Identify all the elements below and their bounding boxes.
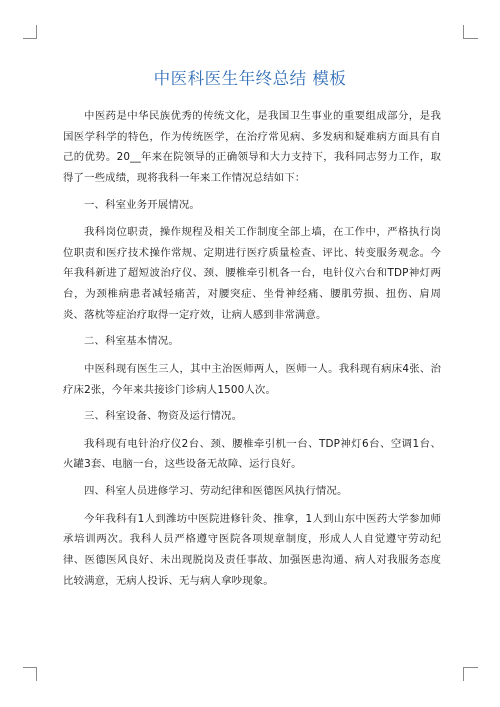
section-paragraph-1: 我科岗位职责，操作规程及相关工作制度全部上墙，在工作中，严格执行岗位职责和医疗技术操作常规、定期进行医疗质量检查、评比、转变服务观念。今年我科新进了超短波治疗仪、颈、腰椎牵引机各一台，电针仪六台和TDP神灯两台，为颈椎病患者减轻痛苦，对腰突症、坐骨神经痛、腰肌劳损、扭伤、肩周炎、落枕等症治疗取得一定疗效，让病人感到非常满意。 <box>63 226 441 321</box>
intro-paragraph: 中医药是中华民族优秀的传统文化，是我国卫生事业的重要组成部分，是我国医学科学的特色，作为传统医学，在治疗常见病、多发病和疑难病方面具有自己的优势。20__年来在院领导的正确领导和大力支持下，我科同志努力工作，取得了一些成绩，现将我科一年来工作情况总结如下： <box>63 110 441 184</box>
section-paragraph-3: 我科现有电针治疗仪2台、颈、腰椎牵引机一台、TDP神灯6台、空调1台、火罐3套、电脑一台，这些设备无故障、运行良好。 <box>63 437 441 471</box>
crop-mark-bottom-right-h <box>464 667 478 668</box>
crop-mark-top-left <box>36 25 37 39</box>
crop-mark-top-left-h <box>23 38 37 39</box>
section-paragraph-2: 中医科现有医生三人，其中主治医师两人，医师一人。我科现有病床4张、治疗床2张，今年来共接诊门诊病人1500人次。 <box>63 362 441 396</box>
section-heading-4: 四、科室人员进修学习、劳动纪律和医德医风执行情况。 <box>84 485 348 498</box>
crop-mark-top-right-h <box>464 38 478 39</box>
document-title: 中医科医生年终总结 模板 <box>153 69 347 88</box>
crop-mark-bottom-left-h <box>23 667 37 668</box>
document-body <box>63 106 441 597</box>
section-heading-2: 二、科室基本情况。 <box>84 335 179 348</box>
section-heading-1: 一、科室业务开展情况。 <box>84 198 200 211</box>
crop-mark-bottom-right <box>463 667 464 681</box>
crop-mark-top-right <box>463 25 464 39</box>
section-heading-3: 三、科室设备、物资及运行情况。 <box>84 410 243 423</box>
crop-mark-bottom-left <box>36 667 37 681</box>
section-paragraph-4: 今年我科有1人到潍坊中医院进修针灸、推拿，1人到山东中医药大学参加师承培训两次。我科人员严格遵守医院各项规章制度，形成人人自觉遵守劳动纪律、医德医风良好、未出现脱岗及责任事故、加强医患沟通、病人对我服务态度比较满意，无病人投诉、无与病人拿吵现象。 <box>63 512 441 587</box>
